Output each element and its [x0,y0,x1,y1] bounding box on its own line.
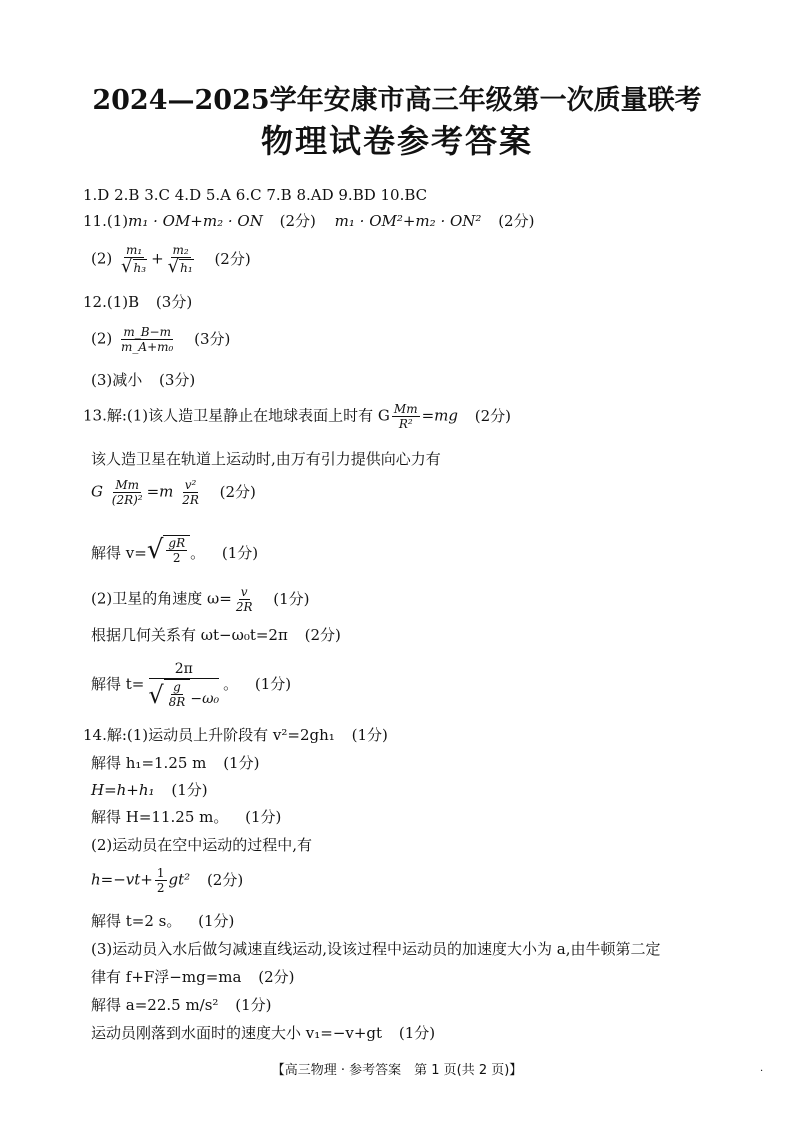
q14-line9 [91,966,294,988]
q14-l6-fraction [155,866,167,895]
q13-l4-den: 2 [172,551,181,565]
q14-l9-pts: (2分) [258,968,295,986]
q14-line11 [91,1022,435,1044]
q11-p2-lead: (2) [91,249,113,268]
q13-l5-num: v [240,585,248,599]
q14-l7-text: 解得 t=2 s。 [91,912,182,930]
q13-line3 [91,478,256,507]
exam-title: 2024—2025学年安康市高三年级第一次质量联考 [92,85,702,116]
q14-l4-pts: (1分) [245,808,282,826]
q13-l1-den: R² [398,417,413,431]
q13-l1-tail: =mg [421,406,458,425]
q11-part2 [91,243,251,276]
q12-p3-pts: (3分) [159,371,196,389]
q13-l1-fraction [392,402,420,431]
q11-plus: + [151,249,164,268]
answer-key-title: 物理试卷参考答案 [260,122,533,160]
q13-l4-tail: 。 [190,544,206,562]
q13-l3-fraction1 [110,478,145,507]
q13-l7-lead: 解得 t= [91,675,145,693]
q13-l5-den: 2R [235,600,253,614]
q11-den2: h₁ [180,261,193,275]
q14-l3-text: H=h+h₁ [91,781,155,799]
q11-expr2: m₁ · OM²+m₂ · ON² [334,212,482,230]
q14-l1-pts: (1分) [351,726,388,744]
q12-part1 [83,291,192,313]
q13-l3-den1: (2R)² [111,493,143,507]
q12-part2 [91,325,230,354]
mc-answers: 1.D 2.B 3.C 4.D 5.A 6.C 7.B 8.AD 9.BD 10.BC [83,186,428,204]
q14-l3-pts: (1分) [171,781,208,799]
q14-line2 [91,752,259,774]
q13-l1-text: 13.解:(1)该人造卫星静止在地球表面上时有 G [83,406,390,425]
q12-fraction [119,325,175,354]
q14-l2-pts: (1分) [223,754,260,772]
q13-l3-num2: v² [184,478,197,492]
q14-l2-text: 解得 h₁=1.25 m [91,754,207,772]
q13-line7 [91,661,291,709]
q11-p2-pts: (2分) [214,249,251,268]
q13-line4 [91,535,258,565]
q13-l7-inner-fraction [167,680,188,709]
q14-line4 [91,806,281,828]
q13-l7-inner-num: g [173,680,181,694]
q12-p3-text: (3)减小 [91,371,143,389]
q14-l11-text: 运动员刚落到水面时的速度大小 v₁=−v+gt [91,1024,383,1042]
q13-l3-num1: Mm [115,478,140,492]
q14-l11-pts: (1分) [398,1024,436,1042]
q14-l6-pts: (2分) [206,870,244,889]
q12-p2-lead: (2) [91,329,113,348]
q13-l7-inner-den: 8R [168,695,186,709]
q11-expr1: m₁ · OM+m₂ · ON [128,212,263,230]
q13-l4-lead: 解得 v= [91,544,147,562]
q12-p2-pts: (3分) [194,329,231,348]
q13-l6-text: 根据几何关系有 ωt−ω₀t=2π [91,626,288,644]
q14-l10-pts: (1分) [235,996,272,1014]
q12-den: m_A+m₀ [121,340,174,354]
q13-l3-fraction2 [180,478,201,507]
q13-l7-fraction: 2π √ $\frac{g}{8R}$ −ω₀ [148,661,220,709]
q13-l7-tail: 。 [223,675,239,693]
q11-fraction-1: m₁ √ h₃ [121,243,147,277]
q13-l5-pts: (1分) [273,589,310,608]
q13-l4-sqrt: √ $\frac{gR}{2}$ [147,535,190,565]
q12-part3 [91,369,195,391]
q14-line10 [91,994,271,1016]
q11-fraction-2: m₂ √ h₁ [167,243,193,277]
q13-l4-fraction [166,536,187,565]
q13-l5-fraction [234,585,255,614]
q13-line2: 该人造卫星在轨道上运动时,由万有引力提供向心力有 [91,450,441,468]
q13-line6 [91,624,341,646]
q14-line6 [91,866,243,895]
q13-line5 [91,585,310,614]
q13-l7-num: 2π [174,661,193,677]
page-mark-dot: · [760,1066,764,1077]
q11-lead: 11.(1) [83,212,129,230]
q14-l9-text: 律有 f+F浮−mg=ma [91,968,242,986]
q14-l10-text: 解得 a=22.5 m/s² [91,996,219,1014]
q12-p1-text: 12.(1)B [83,293,140,311]
q11-pts2: (2分) [498,212,535,230]
q14-line1 [83,724,388,746]
q11-num1: m₁ [125,243,143,257]
q13-l5-lead: (2)卫星的角速度 ω= [91,589,232,608]
q11-pts1: (2分) [279,212,316,230]
q11-part1 [83,210,534,232]
q11-den1: h₃ [133,261,147,275]
q14-l6-den: 2 [156,881,165,895]
q14-l6-tail: gt² [168,870,191,889]
q14-line3 [91,779,208,801]
q13-l4-num: gR [168,536,186,550]
q12-num: m_B−m [123,325,171,339]
q14-l6-lead: h=−vt+ [91,870,153,889]
q13-l1-pts: (2分) [474,406,512,425]
q13-l3-g: G [91,482,103,501]
q13-l1-num: Mm [393,402,418,416]
q11-num2: m₂ [172,243,189,257]
q14-line5: (2)运动员在空中运动的过程中,有 [91,836,313,854]
q13-l3-eq: =m [146,482,174,501]
q13-l7-pts: (1分) [254,675,292,693]
q14-l7-pts: (1分) [198,912,235,930]
q13-l7-den-tail: −ω₀ [190,691,220,707]
q13-l4-pts: (1分) [221,544,259,562]
q13-l3-pts: (2分) [219,482,256,501]
q13-line1 [83,402,511,431]
q14-line8: (3)运动员入水后做匀减速直线运动,设该过程中运动员的加速度大小为 a,由牛顿第二定 [91,940,661,958]
q13-l6-pts: (2分) [304,626,341,644]
q14-l4-text: 解得 H=11.25 m。 [91,808,229,826]
q14-l1-text: 14.解:(1)运动员上升阶段有 v²=2gh₁ [83,726,335,744]
q14-l6-num: 1 [156,866,165,880]
q12-p1-pts: (3分) [155,293,193,311]
q13-l3-den2: 2R [182,493,199,507]
q14-line7 [91,910,234,932]
page-footer: 【高三物理 · 参考答案 第 1 页(共 2 页)】 [271,1063,523,1078]
